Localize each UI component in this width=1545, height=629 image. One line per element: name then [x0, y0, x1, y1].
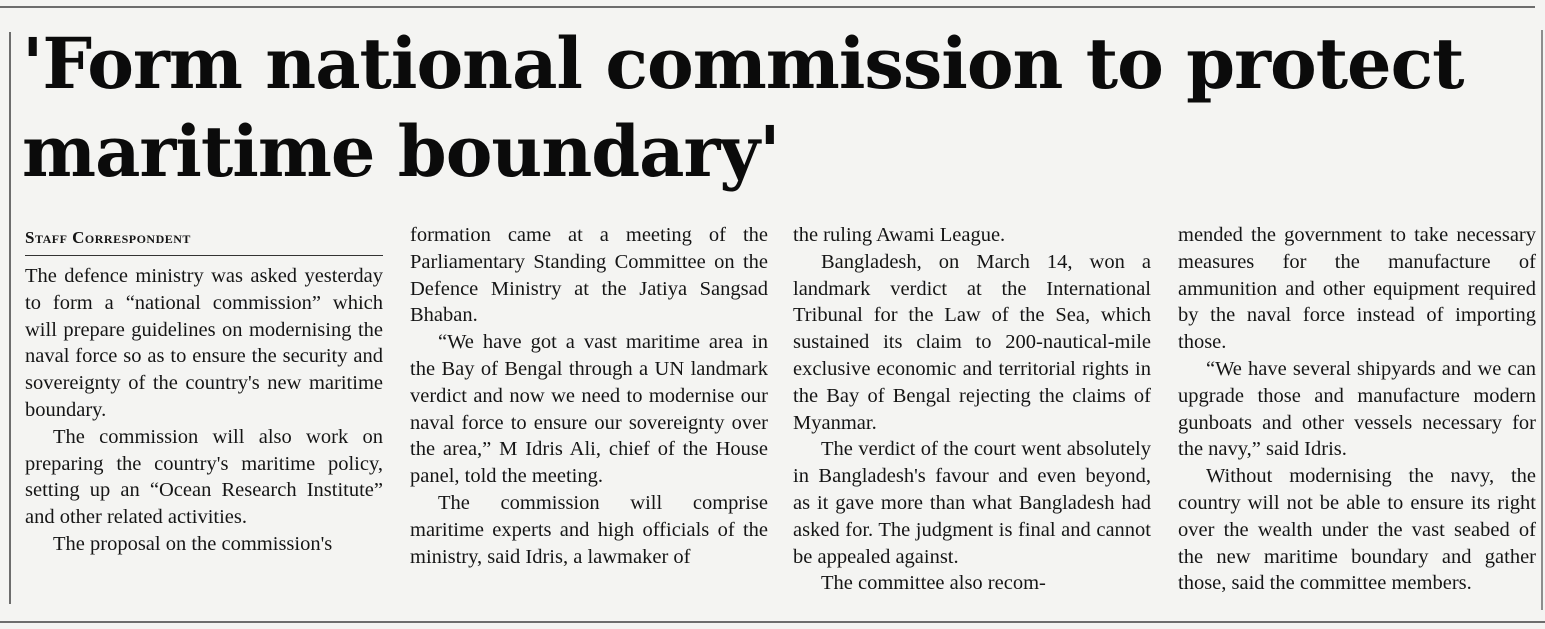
top-rule: [0, 6, 1535, 8]
left-rule: [9, 32, 11, 604]
paragraph: “We have got a vast maritime area in the Bay of Bengal through a UN landmark verdict and now we need to modernise our naval force to ensure our sovereignty over the area,” M Idris Ali, chief of the House panel, told the meeting.: [410, 331, 768, 488]
byline: Staff Correspondent: [25, 222, 383, 256]
paragraph: mended the government to take necessary measures for the manufacture of ammunition and other equipment required by the naval force instead of importing those.: [1178, 224, 1536, 354]
paragraph: Without modernising the navy, the country will not be able to ensure its right over the wealth under the vast seabed of the new maritime boundary and gather those, said the committee members.: [1178, 465, 1536, 595]
bottom-rule: [0, 621, 1545, 623]
paragraph: “We have several shipyards and we can upgrade those and manufacture modern gunboats and other vessels necessary for the navy,” said Idris.: [1178, 357, 1536, 461]
paragraph: formation came at a meeting of the Parliamentary Standing Committee on the Defence Ministry at the Jatiya Sangsad Bhaban.: [410, 224, 768, 327]
headline: [22, 20, 1522, 196]
paragraph: The commission will comprise maritime experts and high officials of the ministry, said Idris, a lawmaker of: [410, 491, 768, 568]
paragraph: The proposal on the commission's: [53, 532, 333, 555]
paragraph: the ruling Awami League.: [793, 224, 1006, 246]
paragraph: The defence ministry was asked yesterday to form a “national commission” which will prepare guidelines on modernising the naval force so as to ensure the security and sovereignty of the country's new maritime boundary.: [25, 265, 383, 421]
article-column-1: [25, 222, 383, 558]
paragraph: The commission will also work on preparing the country's maritime policy, setting up an “Ocean Research Institute” and other related activities.: [25, 425, 383, 529]
article-column-2: [410, 222, 768, 570]
headline-line-2: maritime boundary': [22, 110, 780, 193]
article-column-3: [793, 222, 1151, 597]
right-rule: [1541, 30, 1543, 610]
paragraph: The verdict of the court went absolutely in Bangladesh's favour and even beyond, as it gave more than what Bangladesh had asked for. The judgment is final and cannot be appealed against.: [793, 438, 1151, 568]
headline-line-1: 'Form national commission to protect: [22, 22, 1464, 105]
article-column-4: [1178, 222, 1536, 597]
paragraph: Bangladesh, on March 14, won a landmark verdict at the International Tribunal for the Law of the Sea, which sustained its claim to 200-nautical-mile exclusive economic and territorial rights in the Bay of Bengal rejecting the claims of Myanmar.: [793, 250, 1151, 434]
paragraph: The committee also recom-: [821, 572, 1046, 595]
